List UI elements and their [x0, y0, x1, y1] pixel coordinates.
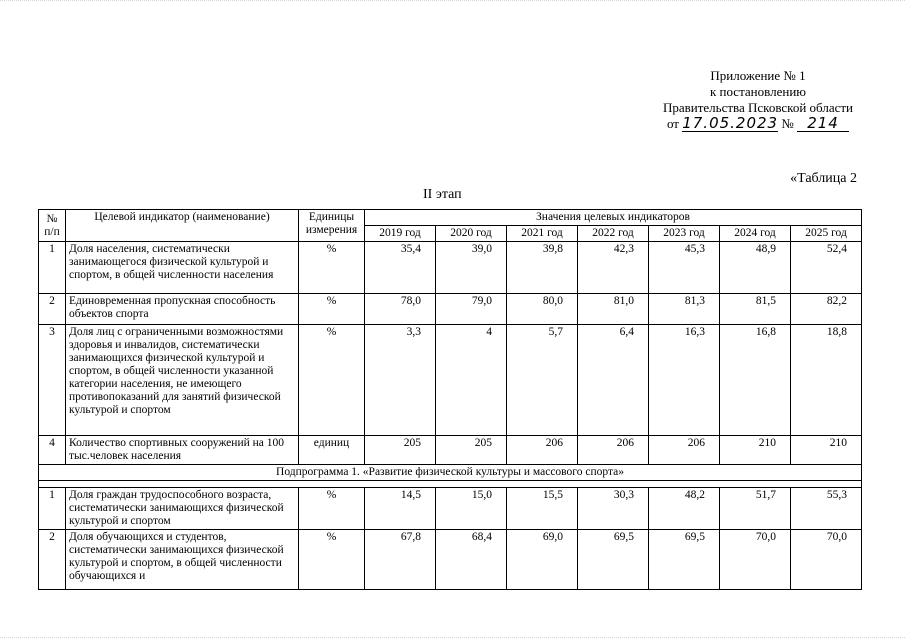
row-value: 6,4 [578, 325, 649, 436]
row-value: 81,0 [578, 294, 649, 325]
header-values: Значения целевых индикаторов [365, 210, 862, 226]
header-num: № п/п [39, 210, 66, 242]
row-value: 205 [365, 436, 436, 465]
header-year: 2022 год [578, 226, 649, 242]
row-value: 15,5 [507, 488, 578, 530]
spacer-row [39, 481, 862, 488]
row-unit: % [299, 242, 365, 294]
table-body [39, 242, 862, 590]
row-unit: % [299, 530, 365, 590]
row-value: 79,0 [436, 294, 507, 325]
header-unit: Единицы измерения [299, 210, 365, 242]
row-value: 68,4 [436, 530, 507, 590]
header-indicator: Целевой индикатор (наименование) [66, 210, 299, 242]
row-value: 69,5 [649, 530, 720, 590]
table-row [39, 242, 862, 294]
table-row [39, 294, 862, 325]
table-row [39, 436, 862, 465]
row-value: 52,4 [791, 242, 862, 294]
row-unit: % [299, 488, 365, 530]
header-row-1 [39, 210, 862, 226]
row-value: 81,3 [649, 294, 720, 325]
row-value: 206 [507, 436, 578, 465]
row-value: 5,7 [507, 325, 578, 436]
row-value: 48,9 [720, 242, 791, 294]
row-value: 67,8 [365, 530, 436, 590]
row-number: 3 [39, 325, 66, 436]
handwritten-date: 17.05.2023 [682, 114, 779, 132]
row-value: 210 [720, 436, 791, 465]
header-year: 2021 год [507, 226, 578, 242]
row-number: 1 [39, 488, 66, 530]
row-value: 206 [578, 436, 649, 465]
spacer-cell [39, 481, 862, 488]
appendix-block [663, 68, 853, 132]
row-value: 205 [436, 436, 507, 465]
row-value: 55,3 [791, 488, 862, 530]
header-year: 2025 год [791, 226, 862, 242]
row-value: 48,2 [649, 488, 720, 530]
header-year: 2020 год [436, 226, 507, 242]
row-indicator: Количество спортивных сооружений на 100 тыс.человек населения [66, 436, 299, 465]
row-value: 78,0 [365, 294, 436, 325]
appendix-line-3: Правительства Псковской области [662, 100, 853, 115]
row-value: 39,0 [436, 242, 507, 294]
table-row [39, 530, 862, 590]
row-value: 45,3 [649, 242, 720, 294]
from-label: от [666, 116, 679, 131]
row-value: 16,3 [649, 325, 720, 436]
scan-edge-top [0, 0, 905, 4]
row-value: 70,0 [720, 530, 791, 590]
row-value: 15,0 [436, 488, 507, 530]
row-number: 1 [39, 242, 66, 294]
appendix-line-2: к постановлению [709, 84, 806, 99]
appendix-date-line [663, 116, 853, 132]
number-label: № [781, 116, 794, 131]
row-number: 2 [39, 294, 66, 325]
row-value: 81,5 [720, 294, 791, 325]
row-unit: % [299, 325, 365, 436]
row-value: 82,2 [791, 294, 862, 325]
row-indicator: Доля лиц с ограниченными возможностями здоровья и инвалидов, систематически занимающихся физической культурой и спортом, в общей численности указанной категории населения, не имеющего противопоказаний для занятий физической культурой и спортом [66, 325, 299, 436]
table-label: «Таблица 2 [790, 171, 857, 186]
row-value: 16,8 [720, 325, 791, 436]
row-value: 4 [436, 325, 507, 436]
row-number: 2 [39, 530, 66, 590]
row-value: 30,3 [578, 488, 649, 530]
row-value: 69,0 [507, 530, 578, 590]
row-value: 210 [791, 436, 862, 465]
header-year: 2023 год [649, 226, 720, 242]
row-value: 70,0 [791, 530, 862, 590]
appendix-line-1: Приложение № 1 [710, 68, 806, 83]
table-row [39, 325, 862, 436]
scan-edge-bottom [0, 637, 905, 638]
row-unit: единиц [299, 436, 365, 465]
handwritten-number: 214 [797, 116, 849, 132]
row-indicator: Доля граждан трудоспособного возраста, систематически занимающихся физической культурой и спортом [66, 488, 299, 530]
row-unit: % [299, 294, 365, 325]
row-value: 42,3 [578, 242, 649, 294]
row-value: 3,3 [365, 325, 436, 436]
row-value: 51,7 [720, 488, 791, 530]
row-value: 39,8 [507, 242, 578, 294]
row-value: 69,5 [578, 530, 649, 590]
row-indicator: Единовременная пропускная способность объектов спорта [66, 294, 299, 325]
header-year: 2024 год [720, 226, 791, 242]
table-row [39, 488, 862, 530]
row-number: 4 [39, 436, 66, 465]
row-value: 80,0 [507, 294, 578, 325]
row-value: 14,5 [365, 488, 436, 530]
stage-title: II этап [423, 187, 462, 202]
header-year: 2019 год [365, 226, 436, 242]
indicators-table [38, 209, 862, 590]
row-value: 206 [649, 436, 720, 465]
row-indicator: Доля обучающихся и студентов, систематически занимающихся физической культурой и спортом, в общей численности обучающихся и [66, 530, 299, 590]
subprogram-row [39, 465, 862, 481]
row-indicator: Доля населения, систематически занимающегося физической культурой и спортом, в общей численности населения [66, 242, 299, 294]
row-value: 18,8 [791, 325, 862, 436]
subprogram-title: Подпрограмма 1. «Развитие физической культуры и массового спорта» [39, 465, 862, 481]
row-value: 35,4 [365, 242, 436, 294]
